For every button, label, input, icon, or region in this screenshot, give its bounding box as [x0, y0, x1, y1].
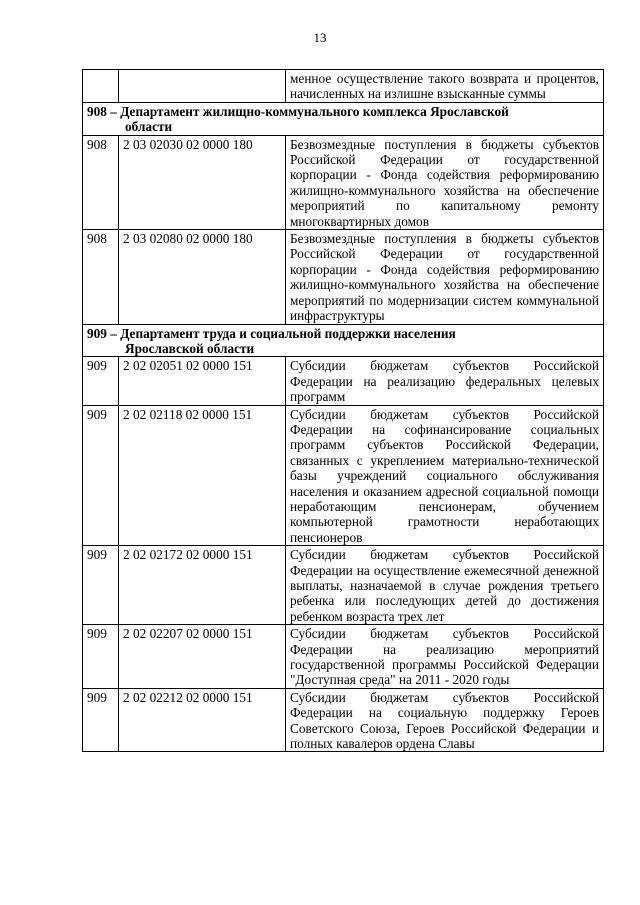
- section-title: 909 – Департамент труда и социальной поддержки населения: [87, 325, 456, 341]
- table-row: [83, 230, 604, 324]
- admin-code-cell: 908: [83, 135, 119, 229]
- budget-code-cell: 2 03 02080 02 0000 180: [119, 230, 286, 324]
- table-row: [83, 135, 604, 229]
- section-header-row: [83, 102, 604, 135]
- page-number: 13: [313, 30, 327, 45]
- admin-code-cell: 908: [83, 230, 119, 324]
- description-cell: Субсидии бюджетам субъектов Российской Федерации на осуществление ежемесячной денежной выплаты, назначаемой в случае рождения третьего ребенка или последующих детей до достижения ребенком возраста трех лет: [286, 546, 604, 625]
- section-header-cell: [83, 102, 604, 135]
- table-row: [83, 625, 604, 689]
- budget-code-cell: 2 02 02207 02 0000 151: [119, 625, 286, 689]
- description-cell: Субсидии бюджетам субъектов Российской Федерации на софинансирование социальных программ субъектов Российской Федерации, связанных с укреплением материально-технической базы учреждений социального обслуживания населения и оказанием адресной социальной помощи неработающим пенсионерам, обучением компьютерной грамотности неработающих пенсионеров: [286, 405, 604, 546]
- admin-code-cell: 909: [83, 625, 119, 689]
- table-row: [83, 688, 604, 752]
- table-row: [83, 546, 604, 625]
- table-row: [83, 357, 604, 405]
- budget-code-cell: [119, 70, 286, 103]
- description-cell: Безвозмездные поступления в бюджеты субъектов Российской Федерации от государственной корпорации - Фонда содействия реформированию жилищно-коммунального хозяйства на обеспечение мероприятий по капитальному ремонту многоквартирных домов: [286, 135, 604, 229]
- section-title-continued: Ярославской области: [125, 340, 255, 356]
- admin-code-cell: 909: [83, 688, 119, 752]
- admin-code-cell: 909: [83, 357, 119, 405]
- section-title-continued: области: [125, 119, 173, 135]
- budget-code-cell: 2 02 02118 02 0000 151: [119, 405, 286, 546]
- section-header-row: [83, 324, 604, 357]
- budget-code-cell: 2 02 02172 02 0000 151: [119, 546, 286, 625]
- admin-code-cell: 909: [83, 546, 119, 625]
- table-row: [83, 70, 604, 103]
- admin-code-cell: [83, 70, 119, 103]
- description-cell: Субсидии бюджетам субъектов Российской Федерации на реализацию мероприятий государственной программы Российской Федерации "Доступная среда" на 2011 - 2020 годы: [286, 625, 604, 689]
- description-cell: менное осуществление такого возврата и процентов, начисленных на излишне взысканные суммы: [286, 70, 604, 103]
- revenue-codes-table: [82, 69, 604, 752]
- description-cell: Безвозмездные поступления в бюджеты субъектов Российской Федерации от государственной корпорации - Фонда содействия реформированию жилищно-коммунального хозяйства на обеспечение мероприятий по модернизации систем коммунальной инфраструктуры: [286, 230, 604, 324]
- section-title: 908 – Департамент жилищно-коммунального комплекса Ярославской: [87, 103, 509, 119]
- budget-code-cell: 2 03 02030 02 0000 180: [119, 135, 286, 229]
- description-cell: Субсидии бюджетам субъектов Российской Федерации на социальную поддержку Героев Советского Союза, Героев Российской Федерации и полных кавалеров ордена Славы: [286, 688, 604, 752]
- description-cell: Субсидии бюджетам субъектов Российской Федерации на реализацию федеральных целевых программ: [286, 357, 604, 405]
- section-header-cell: [83, 324, 604, 357]
- budget-code-cell: 2 02 02212 02 0000 151: [119, 688, 286, 752]
- table-row: [83, 405, 604, 546]
- admin-code-cell: 909: [83, 405, 119, 546]
- budget-code-cell: 2 02 02051 02 0000 151: [119, 357, 286, 405]
